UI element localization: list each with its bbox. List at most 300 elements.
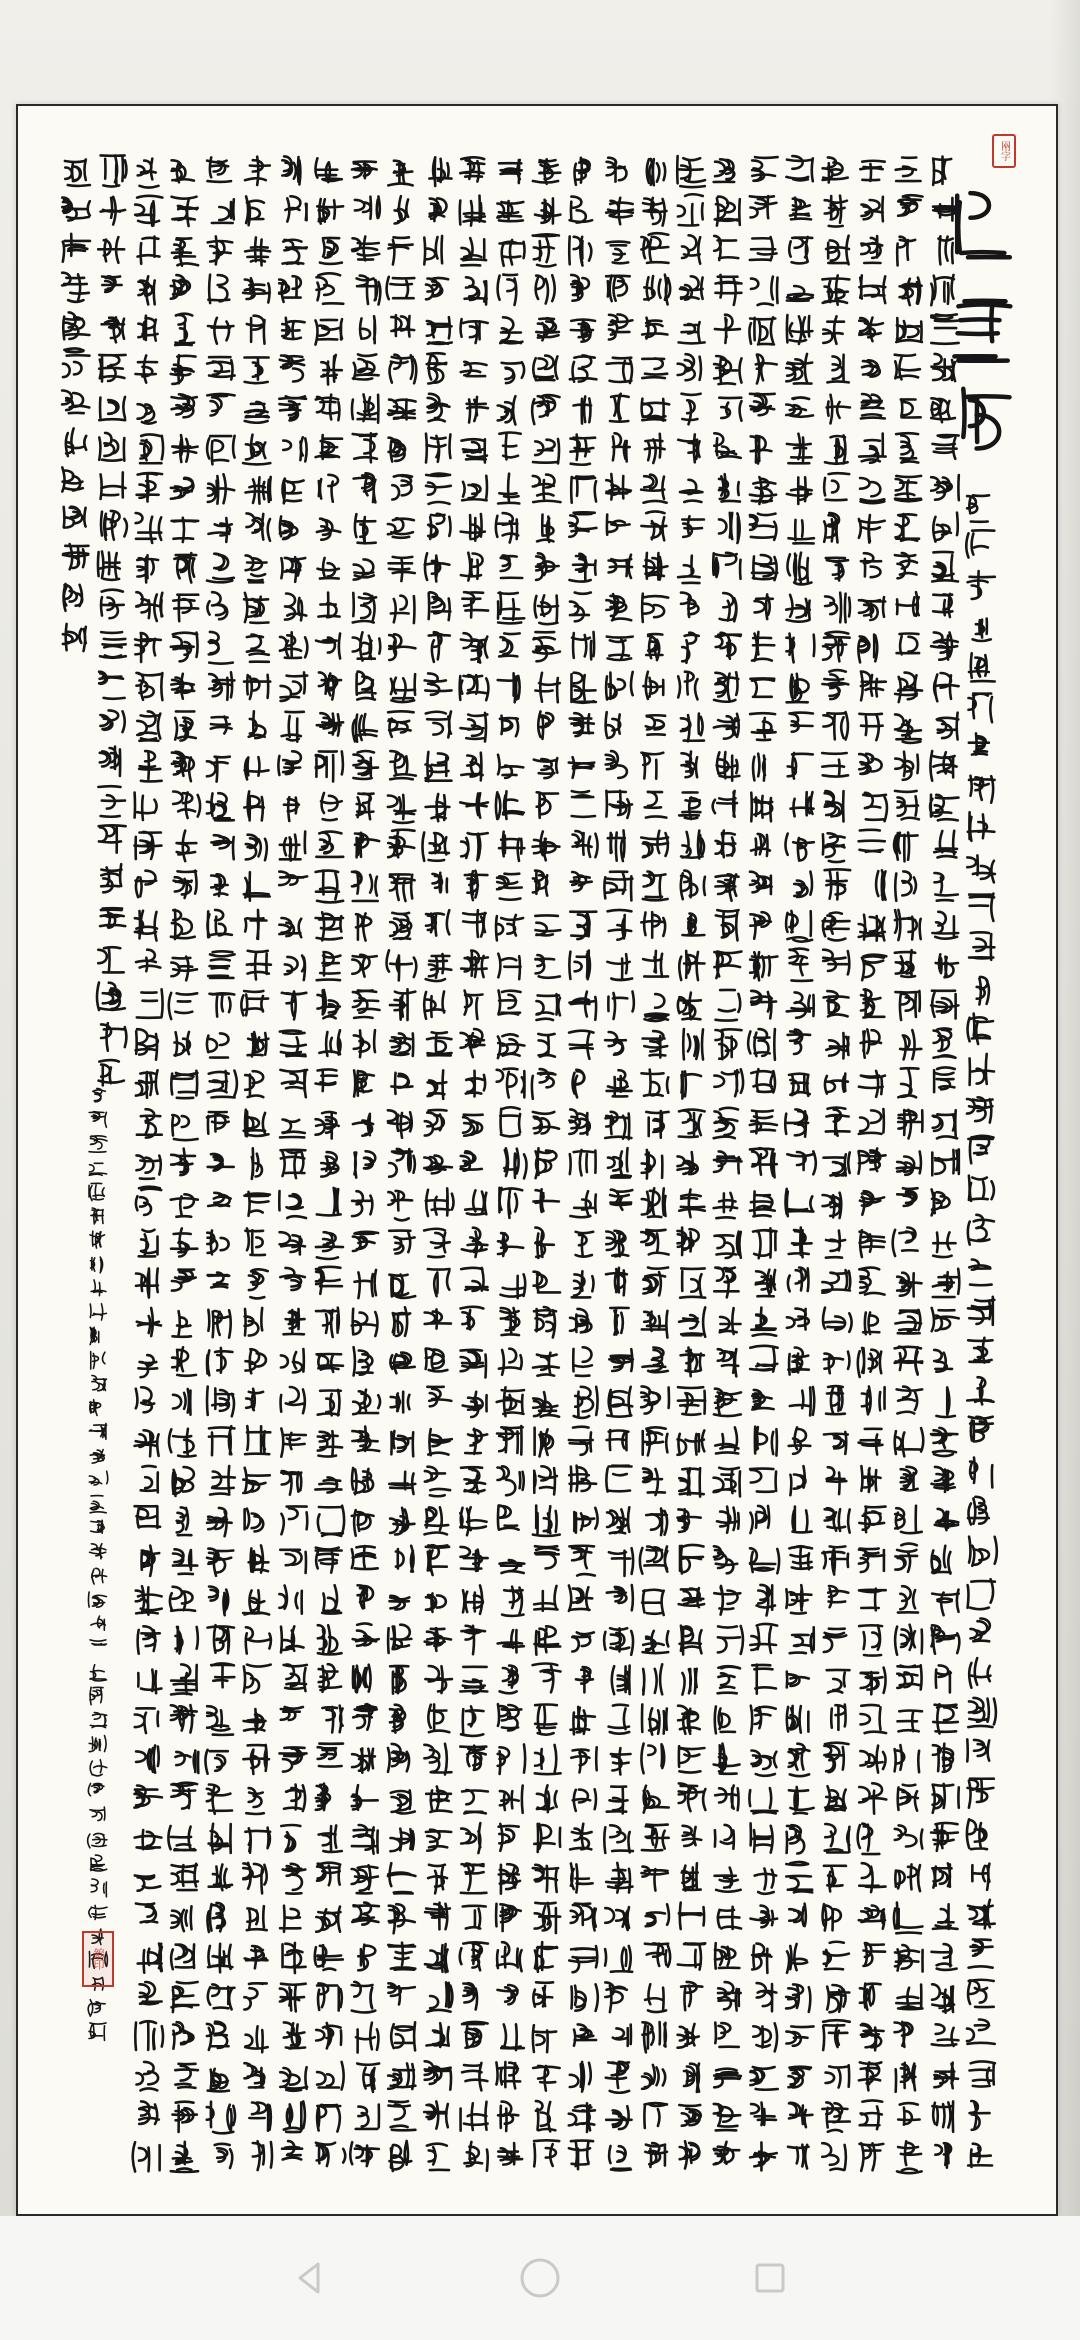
seal-script-character <box>896 158 921 182</box>
seal-script-character <box>751 1823 773 1852</box>
seal-script-character <box>316 751 343 781</box>
seal-script-character <box>101 155 127 186</box>
seal-script-character <box>969 653 995 681</box>
seal-script-character <box>717 1507 739 1533</box>
seal-script-character <box>609 2146 631 2170</box>
seal-script-character <box>714 1069 743 1096</box>
seal-script-character <box>679 322 705 343</box>
seal-script-character <box>757 1585 775 1616</box>
seal-script-character <box>388 161 412 186</box>
seal-script-character <box>354 1347 373 1375</box>
seal-script-character <box>172 1347 196 1376</box>
seal-script-character <box>861 1705 887 1733</box>
seal-script-character <box>244 593 269 623</box>
seal-script-character <box>933 1784 959 1813</box>
seal-script-character <box>172 1864 198 1890</box>
seal-script-character <box>90 1231 105 1248</box>
seal-script-character <box>388 518 414 538</box>
seal-script-character <box>89 1471 107 1485</box>
seal-script-character <box>353 1665 371 1693</box>
seal-script-character <box>859 1625 882 1655</box>
seal-script-character <box>822 2102 849 2131</box>
seal-script-character <box>463 1585 483 1614</box>
seal-script-character <box>136 1586 162 1615</box>
seal-script-character <box>357 276 381 305</box>
seal-script-character <box>391 1073 412 1094</box>
seal-script-character <box>831 1705 845 1730</box>
seal-script-character <box>643 1664 662 1694</box>
seal-script-character <box>172 1270 196 1291</box>
seal-script-character <box>859 2062 881 2090</box>
seal-script-character <box>682 633 699 663</box>
seal-script-character <box>171 633 198 662</box>
seal-script-character <box>576 1667 593 1692</box>
seal-script-character <box>173 2102 197 2132</box>
seal-script-character <box>900 1030 921 1059</box>
seal-script-character <box>858 635 877 663</box>
seal-script-character <box>210 1466 235 1495</box>
seal-script-character <box>461 713 488 742</box>
seal-script-character <box>535 1745 561 1774</box>
seal-script-character <box>252 1148 262 1179</box>
seal-script-character <box>609 314 633 339</box>
seal-script-character <box>498 592 524 623</box>
seal-script-character <box>678 354 701 380</box>
seal-script-character <box>62 273 89 302</box>
seal-script-character <box>827 1467 847 1494</box>
seal-script-character <box>535 1428 553 1457</box>
seal-script-character <box>245 157 270 185</box>
seal-script-character <box>968 1136 993 1164</box>
seal-script-character <box>499 633 520 656</box>
home-icon[interactable] <box>514 2252 566 2304</box>
seal-script-character <box>750 237 777 260</box>
seal-script-character <box>827 355 848 383</box>
back-icon[interactable] <box>284 2252 336 2304</box>
seal-script-character <box>500 1666 518 1694</box>
seal-script-character <box>461 1151 482 1170</box>
seal-script-character <box>353 1114 373 1136</box>
seal-script-character <box>498 1744 525 1774</box>
seal-script-character <box>136 356 158 383</box>
seal-script-character <box>534 1586 557 1611</box>
seal-script-character <box>607 954 632 980</box>
seal-script-character <box>608 910 632 940</box>
seal-script-character <box>62 391 89 414</box>
seal-script-character <box>395 196 409 223</box>
seal-script-character <box>824 1629 846 1652</box>
seal-script-character <box>967 855 995 882</box>
seal-script-character <box>283 437 306 461</box>
seal-script-character <box>957 193 1010 257</box>
seal-script-character <box>932 1308 959 1331</box>
seal-script-character <box>610 1308 628 1335</box>
seal-script-character <box>424 992 444 1019</box>
seal-script-character <box>895 1506 922 1533</box>
seal-script-character <box>681 593 698 617</box>
seal-script-character <box>352 955 376 977</box>
seal-script-character <box>572 1984 598 2011</box>
seal-script-character <box>683 914 705 936</box>
seal-script-character <box>678 194 703 225</box>
seal-script-character <box>244 1192 270 1216</box>
seal-script-character <box>714 2142 740 2165</box>
seal-script-character <box>679 1307 705 1336</box>
seal-script-character <box>718 1349 738 1376</box>
seal-script-character <box>862 360 880 376</box>
seal-script-character <box>249 1269 268 1298</box>
seal-script-character <box>350 2142 379 2166</box>
seal-script-character <box>91 1280 106 1296</box>
seal-script-character <box>641 1386 669 1413</box>
seal-script-character <box>862 197 883 222</box>
seal-script-character <box>90 1450 104 1464</box>
seal-script-character <box>787 553 811 585</box>
recent-apps-icon[interactable] <box>744 2252 796 2304</box>
seal-script-character <box>935 873 958 901</box>
seal-script-character <box>172 394 197 417</box>
seal-script-character <box>135 1876 161 1891</box>
seal-script-character <box>534 1307 556 1338</box>
seal-script-character <box>898 2103 919 2125</box>
seal-script-character <box>171 1071 197 1098</box>
seal-script-character <box>391 2022 415 2050</box>
seal-script-character <box>533 356 557 381</box>
seal-script-character <box>135 1786 162 1808</box>
seal-script-character <box>133 2142 160 2171</box>
seal-script-character <box>89 1183 104 1200</box>
seal-script-character <box>823 157 848 182</box>
seal-script-character <box>786 397 813 416</box>
seal-script-character <box>352 872 378 901</box>
seal-script-character <box>823 950 849 975</box>
seal-script-character <box>786 1862 812 1893</box>
seal-script-character <box>209 632 233 664</box>
seal-script-character <box>174 871 197 898</box>
seal-script-character <box>750 872 772 894</box>
seal-script-character <box>571 1747 596 1772</box>
seal-script-character <box>461 2102 488 2131</box>
seal-script-character <box>534 1466 557 1494</box>
seal-script-character <box>98 947 123 972</box>
seal-script-character <box>244 1665 271 1693</box>
seal-script-character <box>207 1231 228 1255</box>
seal-script-character <box>787 1151 816 1174</box>
seal-script-character <box>318 1431 342 1456</box>
seal-script-character <box>538 712 553 739</box>
seal-script-character <box>642 594 668 622</box>
seal-script-character <box>496 791 524 819</box>
seal-script-character <box>901 399 921 417</box>
seal-script-character <box>679 1190 705 1218</box>
seal-script-character <box>499 1824 519 1851</box>
seal-script-character <box>930 795 958 821</box>
seal-script-character <box>606 276 630 302</box>
seal-script-character <box>898 1711 923 1732</box>
seal-script-character <box>426 910 449 935</box>
seal-script-character <box>932 2101 953 2131</box>
seal-script-character <box>390 2141 412 2171</box>
seal-script-character <box>683 1029 703 1060</box>
seal-script-character <box>826 1231 845 1258</box>
seal-script-character <box>932 552 958 582</box>
seal-script-character <box>606 1231 628 1257</box>
seal-script-character <box>463 1115 483 1136</box>
seal-script-character <box>498 1466 524 1495</box>
seal-script-character <box>787 477 812 504</box>
seal-script-character <box>931 1428 957 1456</box>
seal-script-character <box>860 2100 883 2129</box>
seal-script-character <box>715 1427 738 1453</box>
seal-script-character <box>387 950 417 980</box>
seal-script-character <box>570 713 594 736</box>
seal-script-character <box>499 991 521 1015</box>
seal-script-character <box>571 320 595 342</box>
seal-script-character <box>285 196 306 221</box>
seal-script-character <box>463 1983 477 2009</box>
seal-script-character <box>752 1390 773 1410</box>
seal-script-character <box>138 404 156 423</box>
seal-script-character <box>101 864 121 892</box>
seal-script-character <box>714 159 735 182</box>
seal-script-character <box>207 436 235 465</box>
seal-script-character <box>391 674 415 702</box>
seal-script-character <box>822 1546 848 1574</box>
seal-script-character <box>968 1698 996 1727</box>
seal-script-character <box>137 555 158 582</box>
seal-script-character <box>461 1864 487 1894</box>
seal-script-character <box>139 1230 158 1257</box>
seal-script-character <box>425 1628 451 1651</box>
seal-script-character <box>750 912 771 939</box>
seal-script-character <box>642 358 667 378</box>
seal-script-character <box>63 234 90 262</box>
seal-script-character <box>536 2101 555 2131</box>
seal-script-character <box>205 1750 227 1774</box>
seal-script-character <box>460 1667 487 1694</box>
seal-script-character <box>284 1785 305 1811</box>
seal-script-character <box>859 275 885 303</box>
seal-script-character <box>679 792 700 819</box>
seal-script-character <box>968 2144 992 2167</box>
seal-script-character <box>63 348 90 377</box>
seal-script-character <box>750 1506 769 1533</box>
seal-script-character <box>497 1387 524 1416</box>
seal-script-character <box>717 752 740 781</box>
seal-script-character <box>207 357 235 379</box>
seal-script-character <box>860 478 884 503</box>
seal-script-character <box>641 912 665 937</box>
seal-script-character <box>352 237 379 261</box>
seal-script-character <box>826 1386 845 1414</box>
seal-script-character <box>175 2064 198 2088</box>
seal-script-character <box>931 991 958 1019</box>
seal-script-character <box>932 1189 950 1215</box>
seal-script-character <box>496 915 523 941</box>
seal-script-character <box>643 1469 665 1496</box>
seal-script-character <box>954 301 1010 361</box>
seal-script-character <box>715 197 740 226</box>
seal-script-character <box>931 398 955 422</box>
seal-script-character <box>354 473 376 502</box>
seal-script-character <box>173 1549 197 1574</box>
seal-script-character <box>573 1347 592 1376</box>
seal-script-character <box>280 1550 306 1573</box>
seal-script-character <box>570 554 596 582</box>
seal-script-character <box>498 1704 521 1730</box>
seal-script-character <box>245 237 270 265</box>
seal-script-character <box>607 1507 629 1533</box>
seal-script-character <box>284 2022 305 2048</box>
seal-script-character <box>461 1307 484 1330</box>
seal-script-character <box>969 1260 991 1286</box>
seal-script-character <box>140 1982 162 2004</box>
seal-script-character <box>390 913 411 939</box>
seal-script-character <box>316 1232 343 1259</box>
seal-script-character <box>969 733 989 754</box>
seal-script-character <box>102 317 124 342</box>
seal-script-character <box>861 672 886 701</box>
seal-script-character <box>499 433 520 460</box>
seal-script-character <box>895 2022 913 2047</box>
seal-script-character <box>859 1783 886 1813</box>
seal-script-character <box>279 872 307 886</box>
seal-script-character <box>249 1545 269 1572</box>
seal-script-character <box>571 1864 593 1893</box>
seal-script-character <box>389 634 415 660</box>
seal-script-character <box>825 1824 850 1853</box>
seal-script-character <box>533 1112 559 1134</box>
seal-script-character <box>137 2062 159 2091</box>
seal-script-character <box>573 1070 585 1098</box>
seal-script-character <box>895 1544 917 1572</box>
seal-script-character <box>89 1423 106 1439</box>
seal-script-character <box>461 1547 488 1571</box>
seal-script-character <box>424 1744 451 1775</box>
seal-script-character <box>282 992 307 1020</box>
seal-script-character <box>169 1429 196 1457</box>
seal-script-character <box>859 1071 885 1097</box>
seal-script-character <box>390 1033 413 1056</box>
seal-script-character <box>461 833 488 860</box>
seal-script-character <box>642 753 664 779</box>
seal-script-character <box>715 2023 739 2047</box>
seal-script-character <box>171 2142 198 2172</box>
seal-script-character <box>534 1824 560 1852</box>
seal-script-character <box>501 1308 520 1335</box>
seal-script-character <box>896 318 922 342</box>
seal-script-character <box>498 673 520 702</box>
seal-script-character <box>357 672 376 700</box>
seal-script-character <box>498 2102 518 2132</box>
seal-script-character <box>858 1348 881 1377</box>
seal-script-character <box>497 874 522 900</box>
seal-script-character <box>681 1348 704 1377</box>
seal-script-character <box>533 632 560 661</box>
seal-script-character <box>641 475 666 503</box>
seal-script-character <box>207 157 231 182</box>
seal-script-character <box>212 199 234 223</box>
seal-script-character <box>968 812 995 841</box>
seal-script-character <box>642 1704 667 1734</box>
seal-script-character <box>642 2065 665 2089</box>
seal-script-character <box>607 637 633 660</box>
seal-script-character <box>646 1111 668 1138</box>
seal-script-character <box>786 595 810 622</box>
seal-script-character <box>863 793 887 821</box>
seal-script-character <box>136 1904 157 1923</box>
seal-script-character <box>967 1819 987 1849</box>
seal-script-character <box>460 1942 488 1970</box>
seal-script-character <box>646 1509 667 1536</box>
seal-script-character <box>861 236 882 263</box>
seal-script-character <box>390 1596 410 1610</box>
seal-script-character <box>426 474 451 504</box>
seal-script-character <box>245 1228 265 1255</box>
seal-script-character <box>392 475 412 499</box>
seal-script-character <box>425 1309 451 1328</box>
seal-script-character <box>750 1111 777 1134</box>
seal-script-character <box>606 712 621 738</box>
seal-script-character <box>824 1743 848 1772</box>
seal-script-character <box>209 1865 232 1891</box>
seal-script-character <box>606 2106 631 2129</box>
seal-script-character <box>89 2023 106 2040</box>
seal-script-character <box>860 1746 885 1773</box>
seal-script-character <box>825 435 848 463</box>
seal-script-character <box>933 1232 955 1257</box>
seal-script-character <box>461 753 482 781</box>
seal-script-character <box>750 1624 777 1653</box>
seal-script-character <box>678 556 700 583</box>
seal-script-character <box>90 1640 107 1645</box>
seal-script-character <box>171 1228 197 1256</box>
seal-script-character <box>893 1228 918 1257</box>
seal-script-character <box>571 872 592 891</box>
seal-script-character <box>208 1193 230 1206</box>
seal-script-character <box>391 1392 410 1413</box>
seal-script-character <box>139 276 155 304</box>
seal-script-character <box>681 871 705 900</box>
seal-script-character <box>752 632 774 661</box>
seal-script-character <box>102 276 122 292</box>
seal-script-character <box>172 435 197 462</box>
seal-script-character <box>208 951 234 978</box>
seal-script-character <box>497 1069 525 1098</box>
seal-script-character <box>461 1626 485 1654</box>
seal-script-character <box>99 672 125 699</box>
seal-script-character <box>897 634 920 655</box>
seal-script-character <box>824 1942 849 1970</box>
seal-script-character <box>245 1071 263 1097</box>
seal-script-character <box>895 1745 920 1772</box>
seal-script-character <box>208 1154 234 1171</box>
seal-script-character <box>607 358 632 383</box>
seal-script-character <box>426 1594 446 1612</box>
seal-script-character <box>90 1855 106 1871</box>
seal-script-character <box>90 1304 106 1320</box>
seal-script-character <box>460 1507 486 1535</box>
seal-script-character <box>679 1746 705 1772</box>
seal-script-character <box>317 1863 340 1886</box>
seal-script-character <box>570 1824 592 1850</box>
seal-script-character <box>244 1110 269 1137</box>
seal-script-character <box>933 594 952 617</box>
seal-script-character <box>138 1626 160 1653</box>
seal-script-character <box>826 2065 850 2087</box>
seal-script-character <box>498 954 520 980</box>
seal-script-character <box>462 476 487 501</box>
